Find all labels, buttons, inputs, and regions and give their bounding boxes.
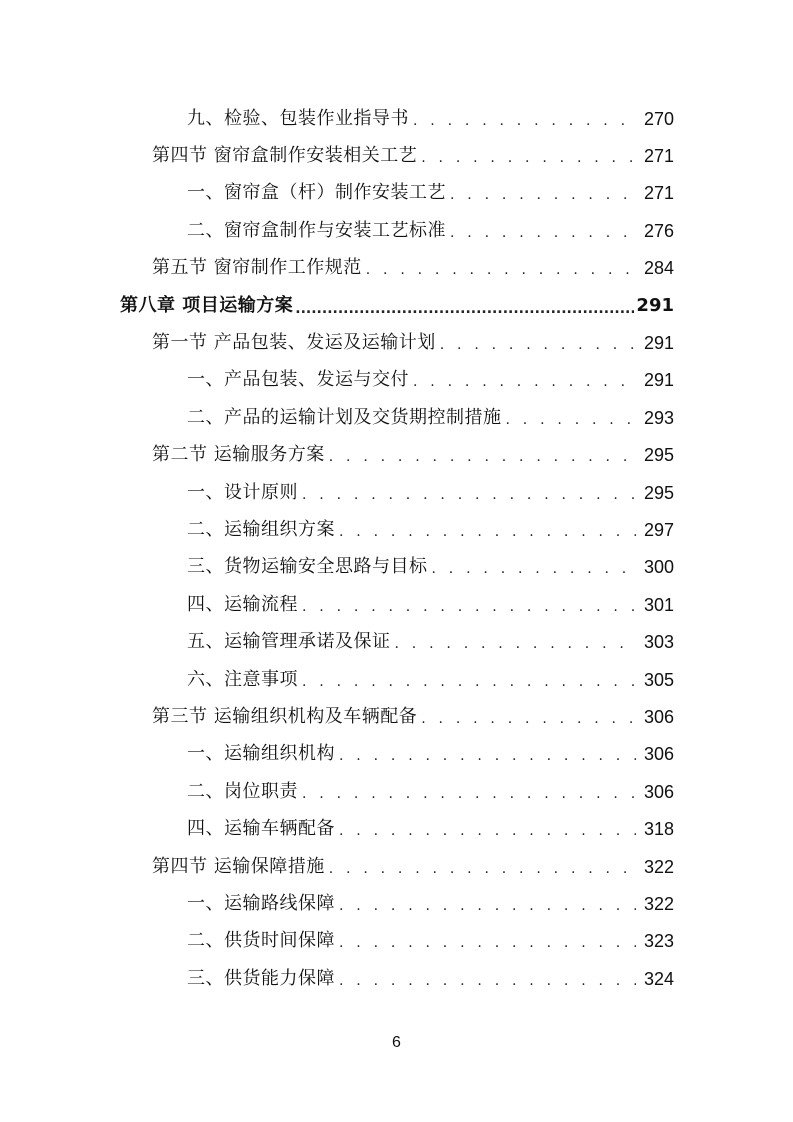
toc-entry-item[interactable]	[187, 100, 674, 137]
toc-entry-item[interactable]	[187, 661, 674, 698]
toc-entry-title: 三、货物运输安全思路与目标	[187, 556, 428, 578]
toc-entry-title: 二、窗帘盒制作与安装工艺标准	[187, 219, 446, 241]
dot-leader	[302, 596, 636, 614]
toc-entry-item[interactable]	[187, 212, 674, 249]
toc-entry-page: 301	[643, 594, 674, 615]
dot-leader	[302, 484, 636, 502]
toc-entry-title: 第三节 运输组织机构及车辆配备	[152, 705, 418, 727]
toc-entry-section[interactable]	[152, 324, 674, 361]
toc-entry-title: 一、设计原则	[187, 481, 298, 503]
toc-entry-item[interactable]	[187, 549, 674, 586]
toc-entry-page: 291	[643, 332, 674, 353]
toc-entry-section[interactable]	[152, 437, 674, 474]
toc-entry-title: 第一节 产品包装、发运及运输计划	[152, 331, 436, 353]
toc-entry-title: 第四节 窗帘盒制作安装相关工艺	[152, 144, 418, 166]
toc-entry-title: 六、注意事项	[187, 668, 298, 690]
toc-entry-page: 291	[643, 370, 674, 391]
toc-entry-section[interactable]	[152, 250, 674, 287]
toc-entry-page: 300	[643, 557, 674, 578]
dot-leader	[339, 932, 636, 950]
toc-entry-title: 三、供货能力保障	[187, 967, 335, 989]
toc-entry-title: 四、运输车辆配备	[187, 818, 335, 840]
dot-leader	[329, 446, 636, 464]
toc-entry-item[interactable]	[187, 474, 674, 511]
toc-entry-item[interactable]	[187, 923, 674, 960]
toc-entry-page: 322	[643, 856, 674, 877]
toc-entry-item[interactable]	[187, 362, 674, 399]
dot-leader	[339, 745, 636, 763]
toc-entry-page: 306	[643, 706, 674, 727]
toc-entry-page: 322	[643, 893, 674, 914]
toc-entry-title: 四、运输流程	[187, 593, 298, 615]
toc-entry-section[interactable]	[152, 137, 674, 174]
toc-entry-title: 二、岗位职责	[187, 780, 298, 802]
dot-leader	[421, 708, 636, 726]
dot-leader	[366, 259, 636, 277]
toc-entry-item[interactable]	[187, 175, 674, 212]
toc-entry-title: 二、供货时间保障	[187, 930, 335, 952]
toc-entry-title: 第五节 窗帘制作工作规范	[152, 257, 362, 279]
toc-entry-page: 270	[643, 108, 674, 129]
toc-entry-page: 284	[643, 258, 674, 279]
dot-leader	[339, 820, 636, 838]
toc-entry-title: 二、产品的运输计划及交货期控制措施	[187, 406, 502, 428]
toc-entry-page: 318	[643, 819, 674, 840]
toc-entry-item[interactable]	[187, 586, 674, 623]
toc-entry-title: 第二节 运输服务方案	[152, 444, 325, 466]
toc-entry-page: 306	[643, 781, 674, 802]
toc-entry-page: 271	[643, 183, 674, 204]
toc-entry-title: 一、运输路线保障	[187, 892, 335, 914]
toc-entry-title: 一、窗帘盒（杆）制作安装工艺	[187, 182, 446, 204]
dot-leader	[506, 409, 637, 427]
toc-entry-item[interactable]	[187, 736, 674, 773]
dot-leader	[413, 371, 636, 389]
toc-entry-page: 305	[643, 669, 674, 690]
toc-entry-page: 297	[643, 519, 674, 540]
toc-entry-item[interactable]	[187, 511, 674, 548]
dot-leader	[440, 334, 636, 352]
toc-entry-page: 276	[643, 220, 674, 241]
toc-entry-section[interactable]	[152, 698, 674, 735]
toc-entry-page: 291	[636, 294, 674, 316]
dot-leader	[413, 110, 636, 128]
toc-entry-title: 二、运输组织方案	[187, 518, 335, 540]
toc-entry-title: 第八章 项目运输方案	[120, 294, 294, 316]
toc-entry-item[interactable]	[187, 624, 674, 661]
toc-entry-item[interactable]	[187, 399, 674, 436]
toc-entry-page: 295	[643, 445, 674, 466]
toc-entry-item[interactable]	[187, 811, 674, 848]
toc-entry-page: 323	[643, 931, 674, 952]
toc-entry-page: 295	[643, 482, 674, 503]
dot-leader	[450, 222, 636, 240]
dot-leader	[302, 783, 636, 801]
dot-leader	[302, 671, 636, 689]
toc-entry-title: 九、检验、包装作业指导书	[187, 107, 409, 129]
toc-entry-page: 306	[643, 744, 674, 765]
dot-leader	[395, 633, 637, 651]
toc-entry-item[interactable]	[187, 885, 674, 922]
toc-entry-page: 324	[643, 968, 674, 989]
dot-leader	[339, 970, 636, 988]
dot-leader	[329, 858, 636, 876]
toc-entry-section[interactable]	[152, 848, 674, 885]
dot-leader	[295, 296, 634, 316]
toc-entry-title: 第四节 运输保障措施	[152, 855, 325, 877]
toc-entry-item[interactable]	[187, 960, 674, 997]
toc-entry-item[interactable]	[187, 773, 674, 810]
dot-leader	[432, 558, 637, 576]
dot-leader	[450, 184, 636, 202]
toc-entry-chapter[interactable]	[120, 287, 674, 324]
toc-entry-title: 一、运输组织机构	[187, 743, 335, 765]
dot-leader	[339, 521, 636, 539]
toc-entry-page: 271	[643, 145, 674, 166]
dot-leader	[421, 147, 636, 165]
toc-entry-page: 293	[643, 407, 674, 428]
page-number: 6	[392, 1034, 401, 1051]
toc-entry-title: 一、产品包装、发运与交付	[187, 369, 409, 391]
dot-leader	[339, 895, 636, 913]
toc-entry-page: 303	[643, 632, 674, 653]
toc-entry-title: 五、运输管理承诺及保证	[187, 631, 391, 653]
